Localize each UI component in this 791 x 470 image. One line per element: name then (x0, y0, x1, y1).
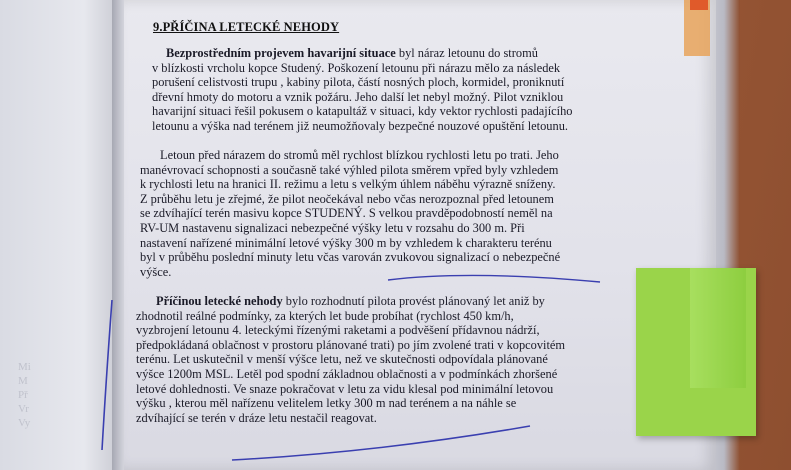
text-line: předpokládaná oblačnost v prostoru plánované trati) po jím zvolené trati v kopcovitém (136, 337, 566, 352)
text-line: Z průběhu letu je zřejmé, že pilot neočekával nebo včas nerozpoznal před letounem (140, 191, 554, 206)
text-line: dřevní hmoty do motoru a vznik požáru. Jeho další let nebyl možný. Pilot vzniklou (152, 89, 564, 104)
pen-margin-line (102, 300, 112, 450)
paragraph-3-line-1: Příčinou letecké nehody bylo rozhodnutí pilota provést plánovaný let aniž by (156, 294, 545, 308)
text-line: letové dohlednosti. Ve snaze pokračovat v letu za vidu klesal pod minimální letovou (136, 381, 554, 396)
text-line: v blízkosti vrcholu kopce Studený. Poškození letounu při nárazu mělo za následek (152, 60, 561, 75)
text-line: letounu a výška nad terénem již neumožňovaly bezpečné nouzové opuštění letounu. (152, 118, 568, 133)
pen-underline-top (388, 275, 600, 282)
sticky-note-fold (690, 268, 746, 388)
text-line: vyzbrojení letounu 4. leteckými řízenými raketami a podvěšení přídavnou nádrží, (136, 323, 540, 338)
paragraph-1-line-1: Bezprostředním projevem havarijní situace byl náraz letounu do stromů (166, 46, 538, 60)
text-line: byl v průběhu poslední minuty letu včas varován zvukovou signalizací o nebezpečné (140, 250, 561, 265)
text-line: havarijní situaci řešil pokusem o katapultáž v situaci, kdy vektor rychlosti padajícího (152, 104, 573, 119)
section-heading: 9.PŘÍČINA LETECKÉ NEHODY (153, 20, 340, 34)
text-line: Letoun před nárazem do stromů měl rychlost blízkou rychlosti letu po trati. Jeho (160, 148, 559, 162)
pen-underline-bottom (232, 426, 530, 460)
paragraph-1-lead: Bezprostředním projevem havarijní situace (166, 46, 396, 60)
text-line: nastavení nařízené minimální letové výšky 300 m by vzhledem k charakteru terénu (140, 235, 552, 250)
text-line: zhodnotil reálné podmínky, za kterých let bude probíhat (rychlost 450 km/h, (136, 308, 514, 323)
text-line: výšku , kterou měl nařízenu velitelem letky 300 m nad terénem a na náhle se (136, 396, 517, 411)
paragraph-3-lead: Příčinou letecké nehody (156, 294, 283, 308)
text-line: zdvíhající se terén v dráze letu nestačil reagovat. (136, 410, 377, 425)
text-line: výšce 1200m MSL. Letěl pod spodní základnou oblačnosti a v podmínkách zhoršené (136, 366, 558, 381)
text-line: RV-UM nastavenu signalizaci nebezpečné výšky letu v rozsahu do 300 m. Při (140, 220, 525, 235)
text-line: se zdvíhající terén masivu kopce STUDENÝ. S velkou pravděpodobností neměl na (140, 206, 553, 221)
text-line: výšce. (140, 264, 172, 279)
left-page-ghost-text: Mi M Př Vr Vy (18, 361, 31, 429)
text-line: k rychlosti letu na hranici II. režimu a letu s velkým úhlem náběhu výrazně sníženy. (140, 177, 556, 192)
text-line: porušení celistvosti trupu , kabiny pilota, částí nosných ploch, kormidel, proniknutí (152, 75, 565, 90)
text-line: manévrovací schopnosti a současně také výhled pilota směrem vpřed byly vzhledem (140, 162, 559, 177)
text-line: terénu. Let uskutečnil v menší výšce letu, než ve skutečnosti odpovídala plánované (136, 352, 548, 367)
